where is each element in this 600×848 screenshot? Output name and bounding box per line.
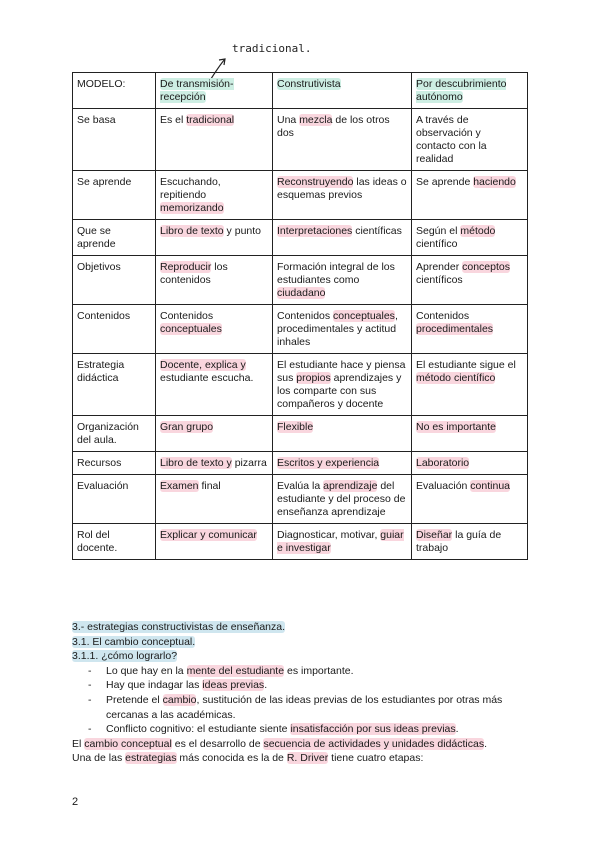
- table-cell: Contenidos procedimentales: [412, 305, 528, 354]
- row-label: Se basa: [73, 109, 156, 171]
- table-cell: Contenidos conceptuales: [156, 305, 273, 354]
- header-cell: Construtivista: [273, 73, 412, 109]
- table-cell: Diagnosticar, motivar, guiar e investigar: [273, 524, 412, 560]
- list-item: - Lo que hay en la mente del estudiante es importante.: [106, 664, 532, 679]
- table-row: [73, 220, 528, 256]
- row-label: Recursos: [73, 452, 156, 475]
- table-cell: Formación integral de los estudiantes como ciudadano: [273, 256, 412, 305]
- table-row: [73, 305, 528, 354]
- table-cell: Diseñar la guía de trabajo: [412, 524, 528, 560]
- table-row: [73, 109, 528, 171]
- row-label: Objetivos: [73, 256, 156, 305]
- section-heading: 3.- estrategias constructivistas de enseñanza.: [72, 621, 286, 633]
- table-cell: Aprender conceptos científicos: [412, 256, 528, 305]
- table-cell: Libro de texto y punto: [156, 220, 273, 256]
- table-cell: Se aprende haciendo: [412, 171, 528, 220]
- table-cell: El estudiante hace y piensa sus propios aprendizajes y los comparte con sus compañeros y docente: [273, 354, 412, 416]
- table-cell: Es el tradicional: [156, 109, 273, 171]
- table-row: [73, 452, 528, 475]
- table-cell: Reconstruyendo las ideas o esquemas previos: [273, 171, 412, 220]
- table-cell: Interpretaciones científicas: [273, 220, 412, 256]
- list-item: - Pretende el cambio, sustitución de las ideas previas de los estudiantes por otras más cercanas a las académicas.: [106, 693, 532, 722]
- header-cell: Por descubrimiento autónomo: [412, 73, 528, 109]
- table-cell: Escuchando, repitiendo memorizando: [156, 171, 273, 220]
- row-label: Se aprende: [73, 171, 156, 220]
- table-cell: Según el método científico: [412, 220, 528, 256]
- table-cell: El estudiante sigue el método científico: [412, 354, 528, 416]
- paragraph: Una de las estrategias más conocida es la de R. Driver tiene cuatro etapas:: [72, 752, 424, 765]
- strategies-section: [72, 620, 532, 766]
- row-label: Estrategia didáctica: [73, 354, 156, 416]
- paragraph: El cambio conceptual es el desarrollo de secuencia de actividades y unidades didácticas.: [72, 737, 488, 750]
- list-item: - Hay que indagar las ideas previas.: [106, 678, 532, 693]
- table-cell: Gran grupo: [156, 416, 273, 452]
- subsection-heading: 3.1.1. ¿cómo lograrlo?: [72, 650, 178, 663]
- row-label: Organización del aula.: [73, 416, 156, 452]
- table-cell: Contenidos conceptuales, procedimentales y actitud inhales: [273, 305, 412, 354]
- table-cell: Explicar y comunicar: [156, 524, 273, 560]
- table-cell: Flexible: [273, 416, 412, 452]
- row-label: Rol del docente.: [73, 524, 156, 560]
- list-item: - Conflicto cognitivo: el estudiante siente insatisfacción por sus ideas previas.: [106, 722, 532, 737]
- table-cell: No es importante: [412, 416, 528, 452]
- subsection-heading: 3.1. El cambio conceptual.: [72, 635, 196, 648]
- table-row: [73, 416, 528, 452]
- table-row: [73, 354, 528, 416]
- row-label: Que se aprende: [73, 220, 156, 256]
- header-cell: De transmisión-recepción: [156, 73, 273, 109]
- table-row: [73, 475, 528, 524]
- table-cell: Escritos y experiencia: [273, 452, 412, 475]
- table-cell: Docente, explica y estudiante escucha.: [156, 354, 273, 416]
- table-row: [73, 524, 528, 560]
- table-cell: Examen final: [156, 475, 273, 524]
- bullet-list: [72, 664, 532, 737]
- handwritten-annotation: tradicional.: [232, 42, 312, 55]
- page-number: 2: [72, 796, 79, 808]
- table-row: [73, 256, 528, 305]
- row-label: Evaluación: [73, 475, 156, 524]
- header-cell: MODELO:: [73, 73, 156, 109]
- table-cell: Laboratorio: [412, 452, 528, 475]
- table-cell: Reproducir los contenidos: [156, 256, 273, 305]
- table-cell: A través de observación y contacto con la realidad: [412, 109, 528, 171]
- table-cell: Una mezcla de los otros dos: [273, 109, 412, 171]
- comparison-table: [72, 72, 528, 560]
- table-row: [73, 171, 528, 220]
- table-header-row: [73, 73, 528, 109]
- table-cell: Libro de texto y pizarra: [156, 452, 273, 475]
- row-label: Contenidos: [73, 305, 156, 354]
- table-cell: Evaluación continua: [412, 475, 528, 524]
- table-cell: Evalúa la aprendizaje del estudiante y del proceso de enseñanza aprendizaje: [273, 475, 412, 524]
